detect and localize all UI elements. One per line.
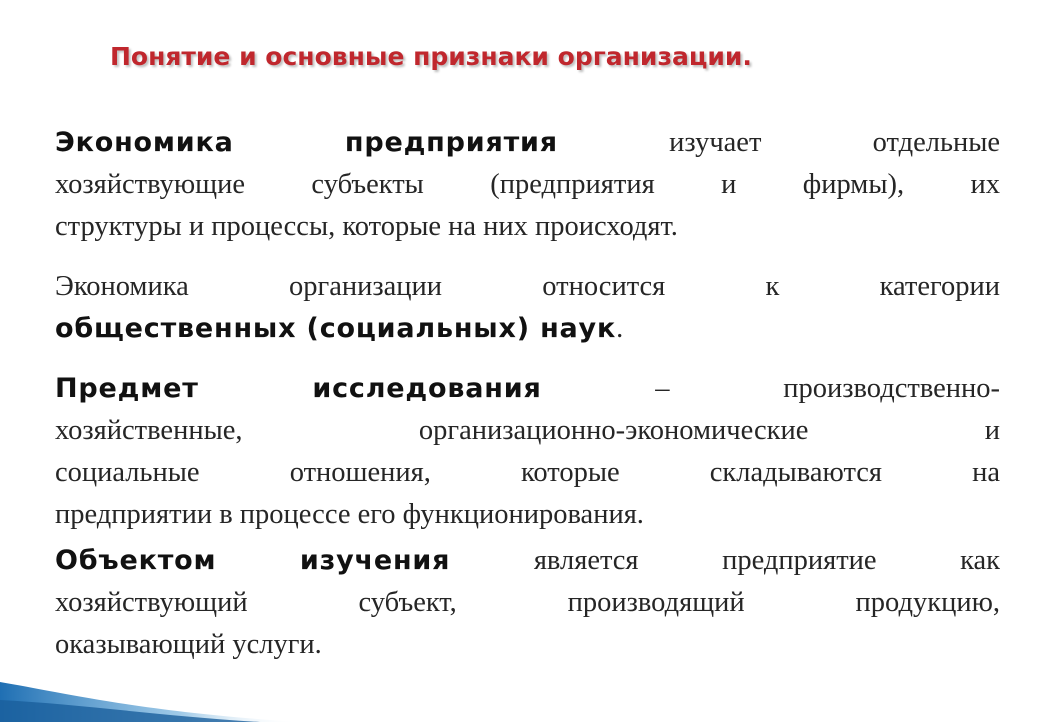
p2-l1-w0: Экономика	[55, 271, 189, 302]
p1-line-1	[55, 122, 1000, 164]
p2-l1-w4: категории	[879, 271, 1001, 302]
p3-l3-w1: отношения,	[289, 457, 431, 488]
p3-l2-w2: и	[984, 415, 1000, 446]
p1-l2-w5: их	[970, 169, 1001, 200]
p2-line-1	[55, 266, 1000, 308]
p4-l2-w3: продукцию,	[855, 587, 1000, 618]
p3-bold-term-1: Предмет	[55, 373, 199, 404]
p3-l2-w1: организационно-экономические	[418, 415, 809, 446]
p1-l2-w2: (предприятия	[490, 169, 655, 200]
p2-period: .	[616, 313, 624, 344]
p4-bold-term-1: Объектом	[55, 545, 217, 576]
paragraph-category	[55, 266, 1000, 350]
paragraph-subject-of-study	[55, 368, 1000, 536]
p3-line-2	[55, 410, 1000, 452]
p3-l3-w0: социальные	[55, 457, 200, 488]
paragraph-economics-definition	[55, 122, 1000, 248]
p1-bold-term-2: предприятия	[344, 127, 558, 158]
p3-line-3	[55, 452, 1000, 494]
p1-line-2	[55, 164, 1000, 206]
p3-l3-w4: на	[972, 457, 1001, 488]
slide-title: Понятие и основные признаки организации.	[110, 42, 752, 71]
p3-l3-w3: складываются	[709, 457, 883, 488]
p1-l2-w4: фирмы),	[802, 169, 905, 200]
p4-l2-w0: хозяйствующий	[55, 587, 248, 618]
p4-word-3: как	[960, 545, 1000, 576]
p1-l2-w3: и	[721, 169, 737, 200]
p4-word-2: предприятие	[722, 545, 877, 576]
p4-line-2	[55, 582, 1000, 624]
p3-line-1	[55, 368, 1000, 410]
p3-word-1: производственно-	[783, 373, 1001, 404]
p3-bold-term-2: исследования	[312, 373, 542, 404]
p2-line-2	[55, 308, 1000, 350]
p3-dash: –	[655, 373, 670, 404]
p4-l2-w2: производящий	[567, 587, 745, 618]
p1-bold-term-1: Экономика	[55, 127, 234, 158]
p2-l1-w2: относится	[542, 271, 666, 302]
p1-word-2: отдельные	[872, 127, 1001, 158]
p2-l1-w3: к	[765, 271, 780, 302]
p4-line-3: оказывающий услуги.	[55, 629, 322, 660]
p2-l1-w1: организации	[289, 271, 443, 302]
p4-bold-term-2: изучения	[299, 545, 451, 576]
p4-word-1: является	[533, 545, 639, 576]
decorative-wave	[0, 642, 300, 722]
p1-l2-w1: субъекты	[311, 169, 424, 200]
p1-l2-w0: хозяйствующие	[55, 169, 246, 200]
p3-l3-w2: которые	[521, 457, 620, 488]
p4-line-1	[55, 540, 1000, 582]
p2-bold-phrase: общественных (социальных) наук	[55, 313, 617, 344]
p3-l2-w0: хозяйственные,	[55, 415, 243, 446]
p1-line-3: структуры и процессы, которые на них происходят.	[55, 211, 678, 242]
p4-l2-w1: субъект,	[358, 587, 457, 618]
p3-line-4: предприятии в процессе его функционирования.	[55, 499, 644, 530]
p1-word-1: изучает	[669, 127, 762, 158]
